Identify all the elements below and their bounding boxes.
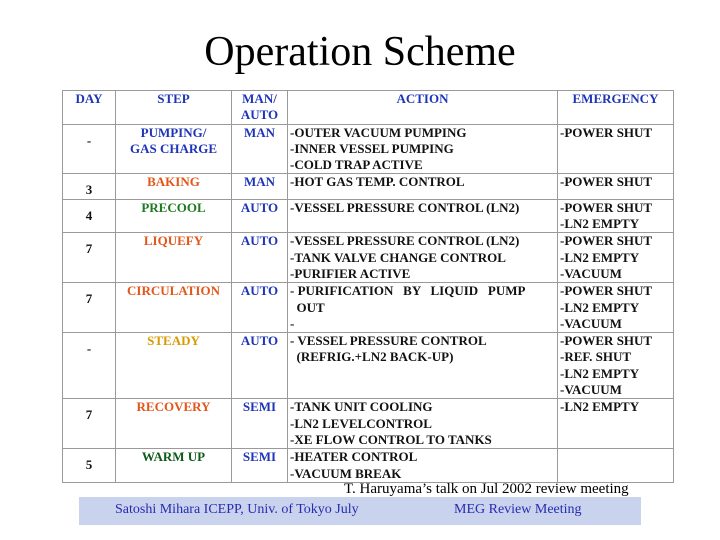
emergency-line: -REF. SHUT xyxy=(560,349,632,365)
header-action: ACTION xyxy=(288,91,558,125)
action-line: -COLD TRAP ACTIVE xyxy=(290,157,423,173)
action-line: -INNER VESSEL PUMPING xyxy=(290,140,454,156)
action-cell xyxy=(288,174,558,199)
mode-cell xyxy=(232,174,288,199)
step-cell xyxy=(116,283,232,333)
emergency-line: -LN2 EMPTY xyxy=(560,399,640,415)
mode-value: MAN xyxy=(243,174,276,190)
mode-value: AUTO xyxy=(240,333,279,349)
header-mode-line1: MAN/ xyxy=(242,91,277,106)
step-label: PUMPING/ xyxy=(140,124,207,140)
table-row xyxy=(63,283,674,333)
footer-left-text: Satoshi Mihara ICEPP, Univ. of Tokyo July xyxy=(115,502,359,517)
step-label: LIQUEFY xyxy=(143,233,204,249)
step-label: RECOVERY xyxy=(136,399,211,415)
step-label: PRECOOL xyxy=(141,199,206,215)
table-row xyxy=(63,174,674,199)
day-value: 7 xyxy=(85,291,93,307)
step-cell xyxy=(116,233,232,283)
emergency-line: -POWER SHUT xyxy=(560,333,653,349)
mode-value: SEMI xyxy=(242,449,277,465)
action-line: - xyxy=(290,315,295,331)
action-cell xyxy=(288,449,558,483)
action-cell xyxy=(288,399,558,449)
mode-cell xyxy=(232,399,288,449)
mode-cell xyxy=(232,449,288,483)
emergency-line: -LN2 EMPTY xyxy=(560,216,640,232)
day-value: - xyxy=(86,132,92,148)
emergency-line: -LN2 EMPTY xyxy=(560,249,640,265)
action-cell xyxy=(288,124,558,174)
step-cell xyxy=(116,199,232,233)
action-line: -HOT GAS TEMP. CONTROL xyxy=(290,174,465,190)
emergency-line: -POWER SHUT xyxy=(560,174,653,190)
mode-cell xyxy=(232,233,288,283)
mode-cell xyxy=(232,283,288,333)
emergency-cell xyxy=(558,283,674,333)
credit-note: T. Haruyama’s talk on Jul 2002 review meeting xyxy=(344,481,629,497)
table-row xyxy=(63,233,674,283)
emergency-cell xyxy=(558,449,674,483)
emergency-line: -LN2 EMPTY xyxy=(560,365,640,381)
day-cell xyxy=(63,199,116,233)
emergency-cell xyxy=(558,399,674,449)
day-value: 7 xyxy=(85,241,93,257)
day-cell xyxy=(63,449,116,483)
emergency-line: -POWER SHUT xyxy=(560,233,653,249)
emergency-line: -POWER SHUT xyxy=(560,199,653,215)
day-value: - xyxy=(86,341,92,357)
day-value: 3 xyxy=(85,182,93,198)
operation-table xyxy=(62,90,674,483)
action-line: OUT xyxy=(290,299,325,315)
step-label: CIRCULATION xyxy=(127,283,220,299)
emergency-cell xyxy=(558,233,674,283)
step-cell xyxy=(116,399,232,449)
mode-value: MAN xyxy=(243,124,276,140)
action-line: -VESSEL PRESSURE CONTROL (LN2) xyxy=(290,233,520,249)
action-line: -PURIFIER ACTIVE xyxy=(290,265,411,281)
emergency-line: -VACUUM xyxy=(560,315,622,331)
table-row xyxy=(63,399,674,449)
step-label: WARM UP xyxy=(141,449,206,465)
header-emergency: EMERGENCY xyxy=(558,91,674,125)
emergency-line: -VACUUM xyxy=(560,382,622,398)
action-line: - VESSEL PRESSURE CONTROL xyxy=(290,333,487,349)
day-cell xyxy=(63,333,116,399)
mode-value: AUTO xyxy=(240,199,279,215)
emergency-line: -POWER SHUT xyxy=(560,124,653,140)
action-line: (REFRIG.+LN2 BACK-UP) xyxy=(290,349,454,365)
day-value: 4 xyxy=(85,207,93,223)
mode-cell xyxy=(232,124,288,174)
action-cell xyxy=(288,333,558,399)
emergency-line: -VACUUM xyxy=(560,265,622,281)
footer-bar xyxy=(79,497,641,525)
emergency-cell xyxy=(558,199,674,233)
step-cell xyxy=(116,333,232,399)
day-cell xyxy=(63,174,116,199)
action-line: -LN2 LEVELCONTROL xyxy=(290,415,432,431)
day-value: 5 xyxy=(85,457,93,473)
table-row xyxy=(63,199,674,233)
footer-right-text: MEG Review Meeting xyxy=(454,502,582,517)
action-line: -TANK VALVE CHANGE CONTROL xyxy=(290,249,506,265)
mode-cell xyxy=(232,333,288,399)
day-cell xyxy=(63,124,116,174)
mode-value: AUTO xyxy=(240,233,279,249)
action-line: -OUTER VACUUM PUMPING xyxy=(290,124,467,140)
table-row xyxy=(63,124,674,174)
action-line: - PURIFICATION BY LIQUID PUMP xyxy=(290,283,526,299)
emergency-cell xyxy=(558,124,674,174)
day-cell xyxy=(63,399,116,449)
action-line: -HEATER CONTROL xyxy=(290,449,418,465)
day-value: 7 xyxy=(85,407,93,423)
mode-value: SEMI xyxy=(242,399,277,415)
table-row xyxy=(63,333,674,399)
emergency-line: -POWER SHUT xyxy=(560,283,653,299)
slide-title: Operation Scheme xyxy=(204,29,516,75)
step-cell xyxy=(116,174,232,199)
action-cell xyxy=(288,199,558,233)
step-label: GAS CHARGE xyxy=(129,140,218,156)
action-cell xyxy=(288,283,558,333)
mode-value: AUTO xyxy=(240,283,279,299)
emergency-cell xyxy=(558,174,674,199)
header-mode xyxy=(232,91,288,125)
header-mode-line2: AUTO xyxy=(240,107,279,123)
step-cell xyxy=(116,124,232,174)
action-cell xyxy=(288,233,558,283)
action-line: -TANK UNIT COOLING xyxy=(290,399,433,415)
step-cell xyxy=(116,449,232,483)
day-cell xyxy=(63,233,116,283)
table-row xyxy=(63,449,674,483)
day-cell xyxy=(63,283,116,333)
step-label: BAKING xyxy=(147,174,200,190)
step-label: STEADY xyxy=(147,333,200,349)
emergency-cell xyxy=(558,333,674,399)
header-step: STEP xyxy=(116,91,232,125)
mode-cell xyxy=(232,199,288,233)
action-line: -VACUUM BREAK xyxy=(290,465,402,481)
emergency-line: -LN2 EMPTY xyxy=(560,299,640,315)
table-header-row xyxy=(63,91,674,125)
header-day: DAY xyxy=(63,91,116,125)
action-line: -XE FLOW CONTROL TO TANKS xyxy=(290,431,492,447)
action-line: -VESSEL PRESSURE CONTROL (LN2) xyxy=(290,199,520,215)
